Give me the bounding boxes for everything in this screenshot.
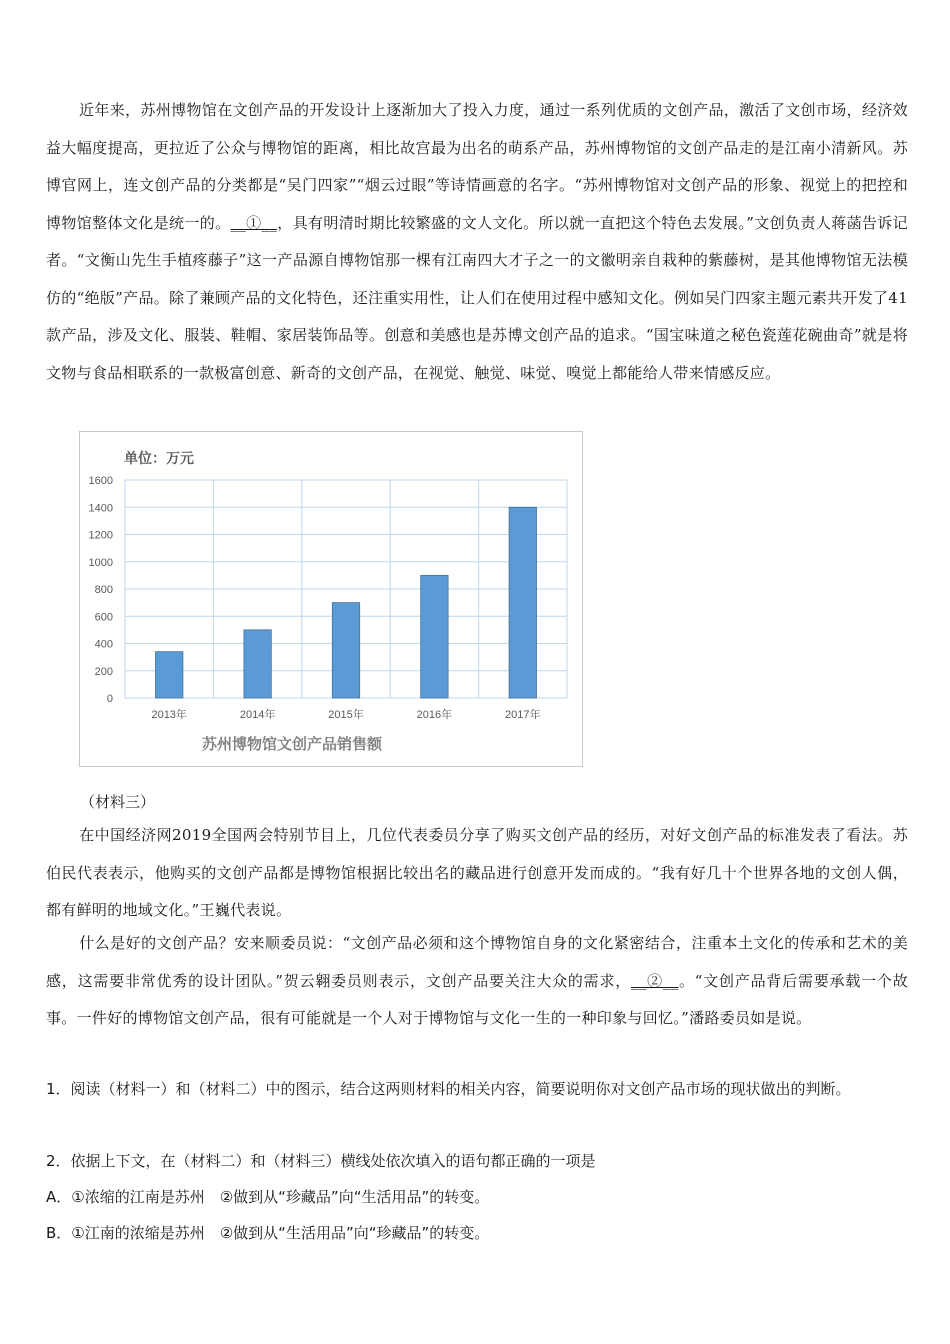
bar-2013年 xyxy=(155,652,182,698)
material3-label: （材料三） xyxy=(80,793,156,811)
paragraph1b-text: ，具有明清时期比较繁盛的文人文化。所以就一直把这个特色去发展。”文创负责人蒋菡告诉记者。“文衡山先生手植疼藤子”这一产品源自博物馆那一棵有江南四大才子之一的文徽明亲自栽种的紫藤树，是其他博物馆无法模仿的“绝版”产品。除了兼顾产品的文化特色，还注重实用性，让人们在使用过程中感知文化。例如吴门四家主题元素共开发了41款产品，涉及文化、服装、鞋帽、家居装饰品等。创意和美感也是苏博文创产品的追求。“国宝味道之秘色瓷莲花碗曲奇”就是将文物与食品相联系的一款极富创意、新奇的文创产品，在视觉、触觉、味觉、嗅觉上都能给人带来情感反应。 xyxy=(46,213,908,382)
paragraph3-text: 什么是好的文创产品？安来顺委员说：“文创产品必须和这个博物馆自身的文化紧密结合，注重本土文化的传承和艺术的美感，这需要非常优秀的设计团队。”贺云翱委员则表示，文创产品要关注大众的需求， xyxy=(46,934,908,990)
bar-2017年 xyxy=(509,507,536,698)
y-tick-label: 0 xyxy=(106,693,113,705)
y-tick-label: 600 xyxy=(94,611,113,624)
y-tick-label: 200 xyxy=(94,665,113,678)
y-tick-label: 1400 xyxy=(88,502,113,515)
y-tick-label: 1200 xyxy=(88,529,113,542)
y-tick-label: 1600 xyxy=(88,475,113,487)
sales-chart xyxy=(79,431,583,767)
material3-paragraph1 xyxy=(46,817,908,930)
chart-unit-label: 单位：万元 xyxy=(124,451,194,467)
blank-1: __①__ xyxy=(230,213,278,232)
y-tick-label: 400 xyxy=(94,638,113,651)
paragraph2-text: 在中国经济网2019全国两会特别节目上，几位代表委员分享了购买文创产品的经历，对好文创产品的标准发表了看法。苏伯民代表表示，他购买的文创产品都是博物馆根据比较出名的藏品进行创意开发而成的。“我有好几十个世界各地的文创人偶，都有鲜明的地域文化。”王巍代表说。 xyxy=(46,826,908,919)
paragraph1-text: 近年来，苏州博物馆在文创产品的开发设计上逐渐加大了投入力度，通过一系列优质的文创产品，激活了文创市场，经济效益大幅度提高，更拉近了公众与博物馆的距离，相比故宫最为出名的萌系产品，苏州博物馆的文创产品走的是江南小清新风。苏博官网上，连文创产品的分类都是“吴门四家”“烟云过眼”等诗情画意的名字。“苏州博物馆对文创产品的形象、视觉上的把控和博物馆整体文化是统一的。 xyxy=(46,101,908,232)
x-tick-label: 2013年 xyxy=(151,709,187,721)
paragraph3b-text: 。“文创产品背后需要承载一个故事。一件好的博物馆文创产品，很有可能就是一个人对于博物馆与文化一生的一种印象与回忆。”潘路委员如是说。 xyxy=(46,971,908,1027)
option-b: B．①江南的浓缩是苏州 ②做到从“生活用品”向“珍藏品”的转变。 xyxy=(46,1224,490,1242)
material3-paragraph2 xyxy=(46,925,908,1038)
y-tick-label: 1000 xyxy=(88,556,113,569)
material2-paragraph xyxy=(46,92,908,392)
blank-2: __②__ xyxy=(631,971,679,990)
bar-2014年 xyxy=(244,630,271,698)
x-tick-label: 2015年 xyxy=(328,709,364,721)
bar-2015年 xyxy=(332,603,359,698)
question-1: 1．阅读（材料一）和（材料二）中的图示，结合这两则材料的相关内容，简要说明你对文创产品市场的现状做出的判断。 xyxy=(46,1080,851,1098)
x-tick-label: 2017年 xyxy=(505,709,541,721)
sales-chart-svg xyxy=(80,432,582,766)
chart-title: 苏州博物馆文创产品销售额 xyxy=(201,735,383,753)
x-tick-label: 2014年 xyxy=(239,709,276,721)
option-a: A．①浓缩的江南是苏州 ②做到从“珍藏品”向“生活用品”的转变。 xyxy=(46,1188,490,1206)
y-tick-label: 800 xyxy=(94,584,113,596)
question-2: 2．依据上下文，在（材料二）和（材料三）横线处依次填入的语句都正确的一项是 xyxy=(46,1152,596,1170)
bar-2016年 xyxy=(421,575,448,698)
x-tick-label: 2016年 xyxy=(416,709,453,721)
